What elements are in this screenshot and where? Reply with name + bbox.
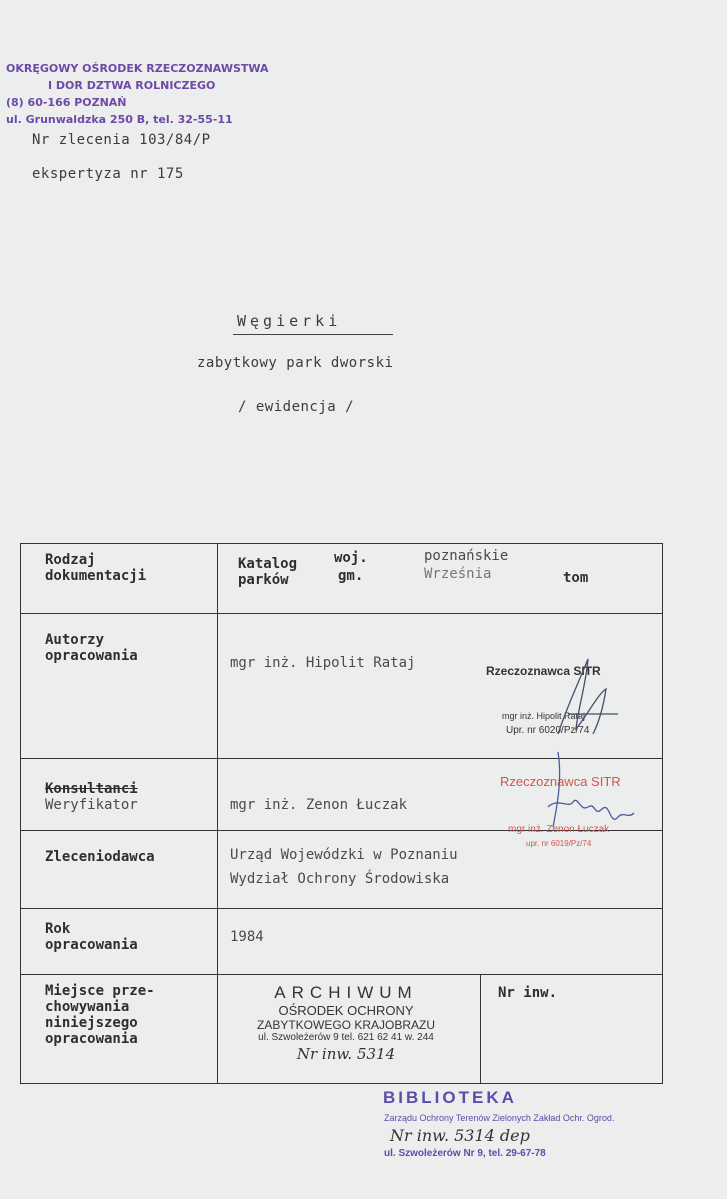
table-cell [218, 909, 663, 975]
catalog-label [214, 548, 297, 588]
table-cell [218, 544, 663, 614]
label-line: opracowania [45, 937, 138, 953]
table-row [21, 544, 663, 614]
table-cell [218, 614, 663, 759]
institution-stamp [6, 60, 269, 128]
label-line: dokumentacji [45, 568, 147, 584]
inventory-label: Nr inw. [498, 985, 558, 1001]
label-line: opracowania [45, 1031, 138, 1047]
author-name: mgr inż. Hipolit Rataj [230, 655, 416, 671]
table-row [21, 614, 663, 759]
label-line: Rodzaj [45, 552, 96, 568]
row-label [21, 544, 217, 584]
verifier-stamp-name: mgr inż. Zenon Łuczak [508, 824, 610, 835]
document-subtitle-2: / ewidencja / [238, 399, 355, 415]
library-stamp-title: BIBLIOTEKA [383, 1088, 517, 1107]
gm-value: Września [424, 566, 492, 582]
gm-label: gm. [338, 568, 364, 584]
table-row [21, 831, 663, 909]
woj-label: woj. [334, 550, 368, 566]
archive-stamp [226, 983, 466, 1063]
signature-icon [548, 654, 623, 744]
order-number: Nr zlecenia 103/84/P [32, 132, 211, 148]
label-line: Miejsce prze- [45, 983, 155, 999]
expert-stamp-number: Upr. nr 6020/Pz/74 [506, 725, 590, 736]
archive-line: ul. Szwoleżerów 9 tel. 621 62 41 w. 244 [258, 1032, 434, 1043]
archive-line: ARCHIWUM [274, 983, 418, 1002]
title-underline [233, 334, 393, 335]
table-row [21, 975, 663, 1084]
row-label [21, 975, 217, 1047]
year-value: 1984 [230, 929, 264, 945]
table-cell [21, 831, 218, 909]
table-cell [218, 975, 663, 1084]
client-line-1: Urząd Wojewódzki w Poznaniu [230, 847, 458, 863]
row-label [21, 614, 217, 664]
document-subtitle: zabytkowy park dworski [197, 355, 394, 371]
row-label [21, 909, 217, 953]
struck-label: Konsultanci [45, 781, 138, 797]
label-line: chowywania [45, 999, 130, 1015]
label-line: niniejszego [45, 1015, 138, 1031]
table-cell [218, 759, 663, 848]
label-line: Weryfikator [45, 797, 138, 813]
verifier-stamp-number: upr. nr 6019/Pz/74 [526, 839, 592, 848]
documentation-table [20, 543, 663, 1084]
library-handwritten-note: Nr inw. 5314 dep [390, 1126, 530, 1145]
stamp-line: OKRĘGOWY OŚRODEK RZECZOZNAWSTWA [6, 62, 269, 75]
table-cell [21, 975, 218, 1084]
label-line: Rok [45, 921, 71, 937]
label-line: Katalog [238, 556, 298, 572]
expertise-number: ekspertyza nr 175 [32, 166, 184, 182]
expert-stamp-title: Rzeczoznawca SITR [486, 664, 601, 678]
archive-line: OŚRODEK OCHRONY [278, 1003, 414, 1018]
table-row [21, 909, 663, 975]
expert-stamp-name: mgr inż. Hipolit Rataj [502, 711, 586, 721]
table-cell [21, 614, 218, 759]
verifier-stamp-title: Rzeczoznawca SITR [500, 774, 621, 789]
label-line: Autorzy [45, 632, 105, 648]
label-line: opracowania [45, 648, 138, 664]
volume-label: tom [563, 570, 589, 586]
document-title: Węgierki [237, 312, 342, 330]
library-stamp-line: Zarządu Ochrony Terenów Zielonych Zakład Ochr. Ogrod. [384, 1113, 615, 1123]
table-row [21, 759, 663, 831]
archive-line: ZABYTKOWEGO KRAJOBRAZU [256, 1018, 436, 1032]
signature-icon [538, 747, 648, 837]
library-stamp-address: ul. Szwoleżerów Nr 9, tel. 29-67-78 [384, 1148, 546, 1159]
label-line: parków [238, 572, 289, 588]
stamp-line: I DOR DZTWA ROLNICZEGO [48, 79, 216, 92]
stamp-line: ul. Grunwaldzka 250 B, tel. 32-55-11 [6, 113, 233, 126]
verifier-name: mgr inż. Zenon Łuczak [230, 797, 408, 813]
table-cell [21, 544, 218, 614]
row-label [21, 759, 217, 813]
stamp-line: (8) 60-166 POZNAŃ [6, 96, 127, 109]
client-line-2: Wydział Ochrony Środowiska [230, 871, 450, 887]
woj-value: poznańskie [424, 548, 509, 564]
table-cell [218, 831, 663, 909]
handwritten-inventory: Nr inw. 5314 [296, 1045, 396, 1063]
table-cell [21, 759, 218, 831]
row-label: Zleceniodawca [45, 849, 155, 865]
table-cell [21, 909, 218, 975]
